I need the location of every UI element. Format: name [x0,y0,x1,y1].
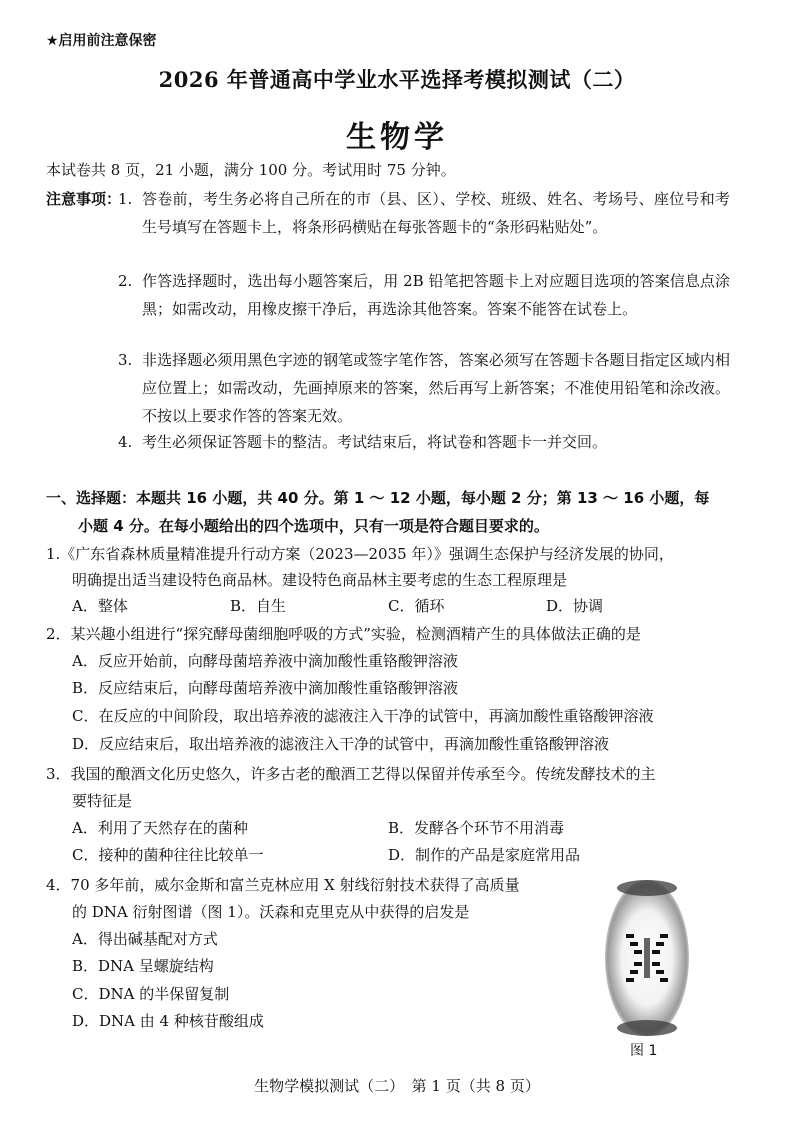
note-number: 1. [118,190,133,208]
notes-label: 注意事项： [46,190,122,208]
q4-option-d: D．DNA 由 4 种核苷酸组成 [72,1012,264,1030]
note-2 [118,267,730,323]
q2-option-d: D．反应结束后，取出培养液的滤液注入干净的试管中，再滴加酸性重铬酸钾溶液 [72,735,610,753]
q2-option-c: C．在反应的中间阶段，取出培养液的滤液注入干净的试管中，再滴加酸性重铬酸钾溶液 [72,707,654,725]
q1-option-b: B．自生 [230,597,287,615]
question-4-stem-cont: 的 DNA 衍射图谱（图 1）。沃森和克里克从中获得的启发是 [72,903,470,921]
question-3-stem-cont: 要特征是 [72,792,133,810]
exam-title: 2026 年普通高中学业水平选择考模拟测试（二） [158,67,636,92]
note-text: 答卷前，考生务必将自己所在的市（县、区）、学校、班级、姓名、考场号、座位号和考生号填写在答题卡上，将条形码横贴在每张答题卡的“条形码粘贴处”。 [142,190,730,236]
q3-option-c: C．接种的菌种往往比较单一 [72,846,264,864]
note-number: 3. [118,351,133,369]
note-text: 作答选择题时，选出每小题答案后，用 2B 铅笔把答题卡上对应题目选项的答案信息点涂黑；如需改动，用橡皮擦干净后，再选涂其他答案。答案不能答在试卷上。 [142,272,730,318]
question-2-stem: 2．某兴趣小组进行“探究酵母菌细胞呼吸的方式”实验，检测酒精产生的具体做法正确的是 [46,625,641,643]
subject-title: 生物学 [346,120,448,155]
diffraction-pattern-icon [604,878,690,1038]
q1-option-c: C．循环 [388,597,445,615]
note-text: 考生必须保证答题卡的整洁。考试结束后，将试卷和答题卡一并交回。 [142,433,608,451]
q4-option-b: B．DNA 呈螺旋结构 [72,957,214,975]
note-4 [118,428,730,456]
note-3 [118,346,730,430]
exam-intro: 本试卷共 8 页，21 小题，满分 100 分。考试用时 75 分钟。 [46,161,456,179]
figure-caption: 图 1 [630,1043,658,1059]
q4-option-a: A．得出碱基配对方式 [72,930,218,948]
q3-option-a: A．利用了天然存在的菌种 [72,819,248,837]
dna-diffraction-figure [604,878,690,1038]
q4-option-c: C．DNA 的半保留复制 [72,985,230,1003]
q3-option-d: D．制作的产品是家庭常用品 [388,846,581,864]
note-text: 非选择题必须用黑色字迹的钢笔或签字笔作答，答案必须写在答题卡各题目指定区域内相应位置上；如需改动，先画掉原来的答案，然后再写上新答案；不准使用铅笔和涂改液。不按以上要求作答的答案无效。 [142,351,730,425]
q2-option-b: B．反应结束后，向酵母菌培养液中滴加酸性重铬酸钾溶液 [72,679,459,697]
question-3-stem: 3．我国的酿酒文化历史悠久，许多古老的酿酒工艺得以保留并传承至今。传统发酵技术的主 [46,765,656,783]
page-footer: 生物学模拟测试（二） 第 1 页（共 8 页） [254,1077,540,1095]
q1-option-d: D．协调 [546,597,604,615]
confidential-notice: ★启用前注意保密 [46,33,157,49]
q2-option-a: A．反应开始前，向酵母菌培养液中滴加酸性重铬酸钾溶液 [72,652,458,670]
note-1 [118,185,730,241]
note-number: 4. [118,433,133,451]
q3-option-b: B．发酵各个环节不用消毒 [388,819,565,837]
note-number: 2. [118,272,133,290]
section-heading: 一、选择题：本题共 16 小题，共 40 分。第 1 ～ 12 小题，每小题 2 分；第 13 ～ 16 小题，每 [46,489,710,507]
question-4-stem: 4．70 多年前，威尔金斯和富兰克林应用 X 射线衍射技术获得了高质量 [46,876,520,894]
question-1-stem: 1.《广东省森林质量精准提升行动方案（2023—2035 年）》强调生态保护与经济发展的协同， [46,545,674,563]
question-1-stem-cont: 明确提出适当建设特色商品林。建设特色商品林主要考虑的生态工程原理是 [72,571,568,589]
q1-option-a: A．整体 [72,597,128,615]
section-heading-cont: 小题 4 分。在每小题给出的四个选项中，只有一项是符合题目要求的。 [78,517,549,535]
